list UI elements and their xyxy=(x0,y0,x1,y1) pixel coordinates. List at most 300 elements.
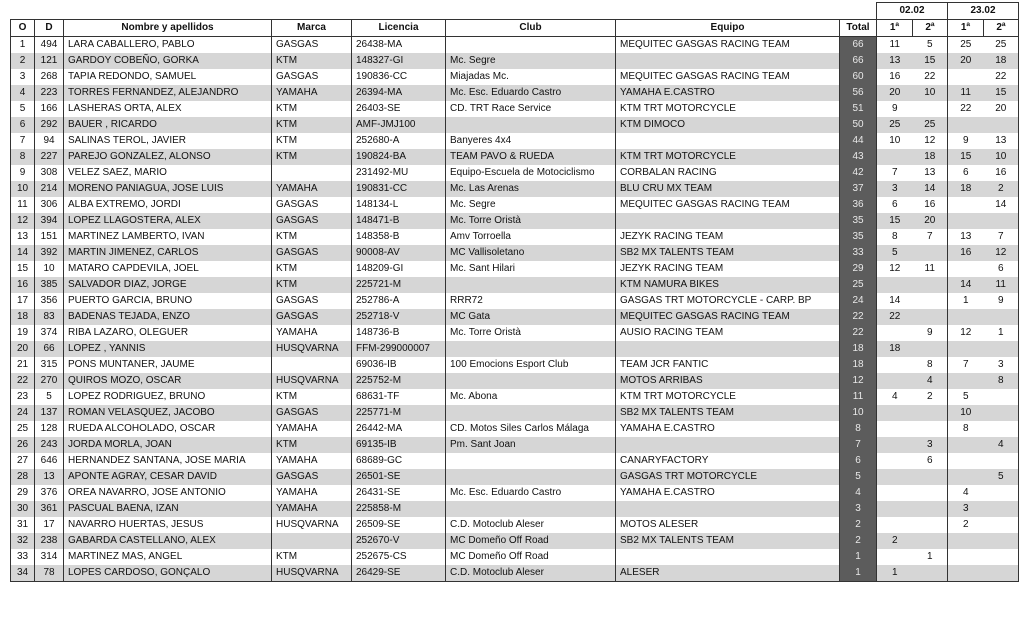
cell-team xyxy=(616,437,840,453)
table-row xyxy=(11,357,1019,373)
table-row xyxy=(11,549,1019,565)
table-row xyxy=(11,517,1019,533)
cell-race-4: 16 xyxy=(984,165,1019,181)
cell-position: 1 xyxy=(11,37,35,54)
cell-position: 2 xyxy=(11,53,35,69)
cell-club: Mc. Abona xyxy=(446,389,616,405)
cell-race-1: 7 xyxy=(877,165,913,181)
cell-total: 24 xyxy=(840,293,877,309)
cell-race-2 xyxy=(913,341,948,357)
cell-dorsal: 308 xyxy=(35,165,64,181)
cell-race-4: 15 xyxy=(984,85,1019,101)
cell-team: TEAM JCR FANTIC xyxy=(616,357,840,373)
table-row xyxy=(11,565,1019,582)
cell-dorsal: 315 xyxy=(35,357,64,373)
cell-race-1: 20 xyxy=(877,85,913,101)
cell-race-2: 13 xyxy=(913,165,948,181)
cell-position: 7 xyxy=(11,133,35,149)
cell-position: 10 xyxy=(11,181,35,197)
table-row xyxy=(11,197,1019,213)
cell-race-2: 1 xyxy=(913,549,948,565)
cell-license: 190824-BA xyxy=(352,149,446,165)
cell-position: 23 xyxy=(11,389,35,405)
cell-race-3: 20 xyxy=(948,53,984,69)
table-row xyxy=(11,229,1019,245)
cell-rider-name: TORRES FERNANDEZ, ALEJANDRO xyxy=(64,85,272,101)
cell-rider-name: LOPES CARDOSO, GONÇALO xyxy=(64,565,272,582)
cell-dorsal: 94 xyxy=(35,133,64,149)
cell-dorsal: 5 xyxy=(35,389,64,405)
cell-race-3: 8 xyxy=(948,421,984,437)
cell-race-4 xyxy=(984,341,1019,357)
cell-club: Mc. Torre Oristà xyxy=(446,213,616,229)
cell-team xyxy=(616,133,840,149)
cell-position: 24 xyxy=(11,405,35,421)
cell-dorsal: 137 xyxy=(35,405,64,421)
cell-rider-name: MARTINEZ LAMBERTO, IVAN xyxy=(64,229,272,245)
cell-club: Mc. Esc. Eduardo Castro xyxy=(446,85,616,101)
cell-total: 44 xyxy=(840,133,877,149)
cell-dorsal: 243 xyxy=(35,437,64,453)
cell-dorsal: 385 xyxy=(35,277,64,293)
cell-club xyxy=(446,501,616,517)
cell-race-1 xyxy=(877,453,913,469)
cell-license: 231492-MU xyxy=(352,165,446,181)
cell-race-1: 15 xyxy=(877,213,913,229)
table-row xyxy=(11,373,1019,389)
cell-team: MEQUITEC GASGAS RACING TEAM xyxy=(616,197,840,213)
cell-team: BLU CRU MX TEAM xyxy=(616,181,840,197)
cell-position: 22 xyxy=(11,373,35,389)
cell-rider-name: MATARO CAPDEVILA, JOEL xyxy=(64,261,272,277)
cell-race-2: 2 xyxy=(913,389,948,405)
cell-dorsal: 66 xyxy=(35,341,64,357)
cell-dorsal: 392 xyxy=(35,245,64,261)
column-header-row xyxy=(11,20,1019,37)
cell-race-3 xyxy=(948,565,984,582)
cell-team: ALESER xyxy=(616,565,840,582)
cell-race-2: 16 xyxy=(913,197,948,213)
cell-race-4: 7 xyxy=(984,229,1019,245)
cell-team: YAMAHA E.CASTRO xyxy=(616,85,840,101)
cell-race-1 xyxy=(877,437,913,453)
cell-position: 6 xyxy=(11,117,35,133)
cell-race-3: 1 xyxy=(948,293,984,309)
cell-race-1: 2 xyxy=(877,533,913,549)
cell-team: MEQUITEC GASGAS RACING TEAM xyxy=(616,37,840,54)
table-row xyxy=(11,165,1019,181)
cell-rider-name: VELEZ SAEZ, MARIO xyxy=(64,165,272,181)
cell-dorsal: 494 xyxy=(35,37,64,54)
cell-dorsal: 17 xyxy=(35,517,64,533)
cell-rider-name: NAVARRO HUERTAS, JESUS xyxy=(64,517,272,533)
cell-race-2 xyxy=(913,421,948,437)
cell-rider-name: LASHERAS ORTA, ALEX xyxy=(64,101,272,117)
date-header-2: 23.02 xyxy=(948,3,1019,20)
cell-brand: HUSQVARNA xyxy=(272,341,352,357)
cell-position: 16 xyxy=(11,277,35,293)
cell-team: JEZYK RACING TEAM xyxy=(616,229,840,245)
cell-race-2: 18 xyxy=(913,149,948,165)
cell-race-1: 6 xyxy=(877,197,913,213)
cell-race-4 xyxy=(984,389,1019,405)
cell-race-4: 22 xyxy=(984,69,1019,85)
cell-race-2: 8 xyxy=(913,357,948,373)
cell-total: 29 xyxy=(840,261,877,277)
cell-total: 18 xyxy=(840,341,877,357)
cell-race-4: 9 xyxy=(984,293,1019,309)
cell-team xyxy=(616,501,840,517)
cell-license: 190831-CC xyxy=(352,181,446,197)
cell-dorsal: 394 xyxy=(35,213,64,229)
cell-license: 190836-CC xyxy=(352,69,446,85)
cell-team xyxy=(616,341,840,357)
cell-total: 1 xyxy=(840,565,877,582)
cell-club: 100 Emocions Esport Club xyxy=(446,357,616,373)
cell-rider-name: OREA NAVARRO, JOSE ANTONIO xyxy=(64,485,272,501)
cell-position: 18 xyxy=(11,309,35,325)
cell-race-2: 4 xyxy=(913,373,948,389)
cell-position: 4 xyxy=(11,85,35,101)
cell-license: FFM-299000007 xyxy=(352,341,446,357)
cell-race-4: 1 xyxy=(984,325,1019,341)
cell-club xyxy=(446,277,616,293)
cell-race-3: 14 xyxy=(948,277,984,293)
col-header-licencia: Licencia xyxy=(352,20,446,37)
cell-rider-name: RUEDA ALCOHOLADO, OSCAR xyxy=(64,421,272,437)
cell-total: 51 xyxy=(840,101,877,117)
cell-dorsal: 214 xyxy=(35,181,64,197)
cell-rider-name: BADENAS TEJADA, ENZO xyxy=(64,309,272,325)
cell-brand: YAMAHA xyxy=(272,421,352,437)
cell-race-3 xyxy=(948,213,984,229)
cell-race-4: 8 xyxy=(984,373,1019,389)
cell-rider-name: ALBA EXTREMO, JORDI xyxy=(64,197,272,213)
cell-race-2: 15 xyxy=(913,53,948,69)
cell-club: C.D. Motoclub Aleser xyxy=(446,517,616,533)
cell-race-4: 20 xyxy=(984,101,1019,117)
cell-race-4: 12 xyxy=(984,245,1019,261)
cell-dorsal: 306 xyxy=(35,197,64,213)
table-row xyxy=(11,181,1019,197)
cell-rider-name: SALVADOR DIAZ, JORGE xyxy=(64,277,272,293)
cell-license: 69036-IB xyxy=(352,357,446,373)
cell-position: 3 xyxy=(11,69,35,85)
table-row xyxy=(11,213,1019,229)
cell-dorsal: 270 xyxy=(35,373,64,389)
cell-license: 225771-M xyxy=(352,405,446,421)
col-header-total: Total xyxy=(840,20,877,37)
cell-brand: KTM xyxy=(272,277,352,293)
cell-race-1 xyxy=(877,469,913,485)
cell-race-4 xyxy=(984,549,1019,565)
cell-club: MC Gata xyxy=(446,309,616,325)
col-header-club: Club xyxy=(446,20,616,37)
cell-race-4: 11 xyxy=(984,277,1019,293)
cell-dorsal: 10 xyxy=(35,261,64,277)
col-header-race-2: 2ª xyxy=(913,20,948,37)
cell-race-3 xyxy=(948,533,984,549)
cell-license: 68631-TF xyxy=(352,389,446,405)
cell-club xyxy=(446,373,616,389)
cell-race-2: 22 xyxy=(913,69,948,85)
cell-total: 12 xyxy=(840,373,877,389)
cell-total: 66 xyxy=(840,37,877,54)
cell-rider-name: PUERTO GARCIA, BRUNO xyxy=(64,293,272,309)
cell-race-2 xyxy=(913,469,948,485)
cell-rider-name: MARTINEZ MAS, ANGEL xyxy=(64,549,272,565)
table-row xyxy=(11,389,1019,405)
cell-license: 148736-B xyxy=(352,325,446,341)
table-row xyxy=(11,53,1019,69)
cell-race-2 xyxy=(913,405,948,421)
table-row xyxy=(11,341,1019,357)
header-spacer xyxy=(11,3,877,20)
table-row xyxy=(11,245,1019,261)
cell-brand: GASGAS xyxy=(272,37,352,54)
cell-brand: YAMAHA xyxy=(272,85,352,101)
cell-dorsal: 292 xyxy=(35,117,64,133)
cell-position: 29 xyxy=(11,485,35,501)
cell-club: C.D. Motoclub Aleser xyxy=(446,565,616,582)
cell-team: SB2 MX TALENTS TEAM xyxy=(616,533,840,549)
cell-brand: GASGAS xyxy=(272,469,352,485)
cell-rider-name: RIBA LAZARO, OLEGUER xyxy=(64,325,272,341)
cell-license: 225858-M xyxy=(352,501,446,517)
cell-license: 252718-V xyxy=(352,309,446,325)
col-header-race-3: 1ª xyxy=(948,20,984,37)
col-header-name: Nombre y apellidos xyxy=(64,20,272,37)
cell-license: 26501-SE xyxy=(352,469,446,485)
cell-brand: GASGAS xyxy=(272,245,352,261)
cell-club xyxy=(446,341,616,357)
cell-race-2: 20 xyxy=(913,213,948,229)
table-row xyxy=(11,149,1019,165)
cell-license: 148471-B xyxy=(352,213,446,229)
cell-team: GASGAS TRT MOTORCYCLE xyxy=(616,469,840,485)
cell-total: 25 xyxy=(840,277,877,293)
cell-license: 252675-CS xyxy=(352,549,446,565)
cell-race-3: 10 xyxy=(948,405,984,421)
cell-race-3: 22 xyxy=(948,101,984,117)
cell-rider-name: QUIROS MOZO, OSCAR xyxy=(64,373,272,389)
cell-team: GASGAS TRT MOTORCYCLE - CARP. BP xyxy=(616,293,840,309)
cell-race-1: 22 xyxy=(877,309,913,325)
col-header-o: O xyxy=(11,20,35,37)
cell-total: 33 xyxy=(840,245,877,261)
cell-license: 225721-M xyxy=(352,277,446,293)
cell-dorsal: 13 xyxy=(35,469,64,485)
cell-brand: HUSQVARNA xyxy=(272,565,352,582)
cell-total: 22 xyxy=(840,309,877,325)
cell-rider-name: HERNANDEZ SANTANA, JOSE MARIA xyxy=(64,453,272,469)
cell-license: 69135-IB xyxy=(352,437,446,453)
cell-position: 32 xyxy=(11,533,35,549)
cell-race-1: 3 xyxy=(877,181,913,197)
cell-team xyxy=(616,213,840,229)
cell-race-1 xyxy=(877,357,913,373)
cell-race-4 xyxy=(984,117,1019,133)
cell-position: 33 xyxy=(11,549,35,565)
cell-team: YAMAHA E.CASTRO xyxy=(616,421,840,437)
cell-race-2: 9 xyxy=(913,325,948,341)
cell-rider-name: PAREJO GONZALEZ, ALONSO xyxy=(64,149,272,165)
cell-total: 2 xyxy=(840,533,877,549)
cell-position: 12 xyxy=(11,213,35,229)
cell-team: SB2 MX TALENTS TEAM xyxy=(616,405,840,421)
cell-brand: YAMAHA xyxy=(272,501,352,517)
cell-total: 5 xyxy=(840,469,877,485)
cell-race-4 xyxy=(984,565,1019,582)
cell-race-4 xyxy=(984,421,1019,437)
cell-race-2 xyxy=(913,101,948,117)
cell-dorsal: 356 xyxy=(35,293,64,309)
cell-position: 30 xyxy=(11,501,35,517)
cell-position: 20 xyxy=(11,341,35,357)
cell-total: 36 xyxy=(840,197,877,213)
cell-club: Mc. Sant Hilari xyxy=(446,261,616,277)
cell-race-2 xyxy=(913,293,948,309)
cell-race-2: 14 xyxy=(913,181,948,197)
cell-rider-name: GABARDA CASTELLANO, ALEX xyxy=(64,533,272,549)
cell-race-3 xyxy=(948,453,984,469)
cell-team: MEQUITEC GASGAS RACING TEAM xyxy=(616,309,840,325)
cell-dorsal: 128 xyxy=(35,421,64,437)
cell-brand: GASGAS xyxy=(272,405,352,421)
cell-license: 26431-SE xyxy=(352,485,446,501)
cell-club: Equipo-Escuela de Motociclismo xyxy=(446,165,616,181)
cell-race-1 xyxy=(877,325,913,341)
cell-race-3: 16 xyxy=(948,245,984,261)
cell-race-4: 18 xyxy=(984,53,1019,69)
cell-club: Mc. Torre Oristà xyxy=(446,325,616,341)
cell-position: 9 xyxy=(11,165,35,181)
cell-rider-name: BAUER , RICARDO xyxy=(64,117,272,133)
cell-race-3: 12 xyxy=(948,325,984,341)
cell-race-3: 6 xyxy=(948,165,984,181)
cell-brand: KTM xyxy=(272,389,352,405)
cell-total: 8 xyxy=(840,421,877,437)
cell-brand: YAMAHA xyxy=(272,453,352,469)
cell-rider-name: JORDA MORLA, JOAN xyxy=(64,437,272,453)
cell-race-2 xyxy=(913,533,948,549)
cell-rider-name: PASCUAL BAENA, IZAN xyxy=(64,501,272,517)
cell-race-1 xyxy=(877,373,913,389)
col-header-marca: Marca xyxy=(272,20,352,37)
cell-total: 6 xyxy=(840,453,877,469)
cell-total: 1 xyxy=(840,549,877,565)
cell-brand: YAMAHA xyxy=(272,181,352,197)
cell-total: 43 xyxy=(840,149,877,165)
table-row xyxy=(11,469,1019,485)
cell-rider-name: APONTE AGRAY, CESAR DAVID xyxy=(64,469,272,485)
cell-race-4 xyxy=(984,517,1019,533)
cell-race-4 xyxy=(984,453,1019,469)
cell-race-4 xyxy=(984,533,1019,549)
cell-dorsal: 238 xyxy=(35,533,64,549)
cell-license: 252786-A xyxy=(352,293,446,309)
cell-race-3 xyxy=(948,437,984,453)
cell-rider-name: MORENO PANIAGUA, JOSE LUIS xyxy=(64,181,272,197)
cell-club: TEAM PAVO & RUEDA xyxy=(446,149,616,165)
cell-total: 3 xyxy=(840,501,877,517)
cell-team: KTM DIMOCO xyxy=(616,117,840,133)
cell-team: KTM TRT MOTORCYCLE xyxy=(616,149,840,165)
cell-position: 5 xyxy=(11,101,35,117)
col-header-race-4: 2ª xyxy=(984,20,1019,37)
table-row xyxy=(11,485,1019,501)
cell-race-1: 9 xyxy=(877,101,913,117)
cell-race-2 xyxy=(913,517,948,533)
cell-race-4: 3 xyxy=(984,357,1019,373)
cell-race-3: 4 xyxy=(948,485,984,501)
cell-dorsal: 166 xyxy=(35,101,64,117)
cell-race-3 xyxy=(948,341,984,357)
cell-race-1: 18 xyxy=(877,341,913,357)
table-row xyxy=(11,421,1019,437)
cell-club: Pm. Sant Joan xyxy=(446,437,616,453)
cell-team: SB2 MX TALENTS TEAM xyxy=(616,245,840,261)
cell-race-2: 3 xyxy=(913,437,948,453)
cell-race-4 xyxy=(984,485,1019,501)
cell-race-2: 12 xyxy=(913,133,948,149)
cell-race-1: 12 xyxy=(877,261,913,277)
cell-race-1: 8 xyxy=(877,229,913,245)
cell-brand: KTM xyxy=(272,133,352,149)
cell-race-4 xyxy=(984,309,1019,325)
cell-position: 8 xyxy=(11,149,35,165)
cell-race-4: 14 xyxy=(984,197,1019,213)
cell-race-4: 4 xyxy=(984,437,1019,453)
table-row xyxy=(11,117,1019,133)
cell-total: 2 xyxy=(840,517,877,533)
cell-total: 11 xyxy=(840,389,877,405)
cell-brand xyxy=(272,533,352,549)
cell-race-3: 13 xyxy=(948,229,984,245)
cell-race-1 xyxy=(877,149,913,165)
cell-rider-name: SALINAS TEROL, JAVIER xyxy=(64,133,272,149)
cell-race-3: 25 xyxy=(948,37,984,54)
date-header-1: 02.02 xyxy=(877,3,948,20)
cell-dorsal: 121 xyxy=(35,53,64,69)
cell-race-2 xyxy=(913,277,948,293)
cell-position: 14 xyxy=(11,245,35,261)
cell-race-2: 25 xyxy=(913,117,948,133)
cell-brand: YAMAHA xyxy=(272,325,352,341)
cell-team: KTM NAMURA BIKES xyxy=(616,277,840,293)
cell-dorsal: 361 xyxy=(35,501,64,517)
cell-team xyxy=(616,549,840,565)
cell-license: 148209-GI xyxy=(352,261,446,277)
cell-dorsal: 314 xyxy=(35,549,64,565)
cell-license: AMF-JMJ100 xyxy=(352,117,446,133)
cell-club: Mc. Segre xyxy=(446,53,616,69)
cell-team: CANARYFACTORY xyxy=(616,453,840,469)
table-row xyxy=(11,437,1019,453)
cell-club xyxy=(446,469,616,485)
cell-club: Mc. Las Arenas xyxy=(446,181,616,197)
cell-position: 11 xyxy=(11,197,35,213)
cell-race-3 xyxy=(948,261,984,277)
cell-brand: KTM xyxy=(272,229,352,245)
table-row xyxy=(11,85,1019,101)
cell-dorsal: 268 xyxy=(35,69,64,85)
cell-team xyxy=(616,53,840,69)
cell-dorsal: 227 xyxy=(35,149,64,165)
cell-race-3: 15 xyxy=(948,149,984,165)
cell-race-4: 10 xyxy=(984,149,1019,165)
cell-club xyxy=(446,453,616,469)
